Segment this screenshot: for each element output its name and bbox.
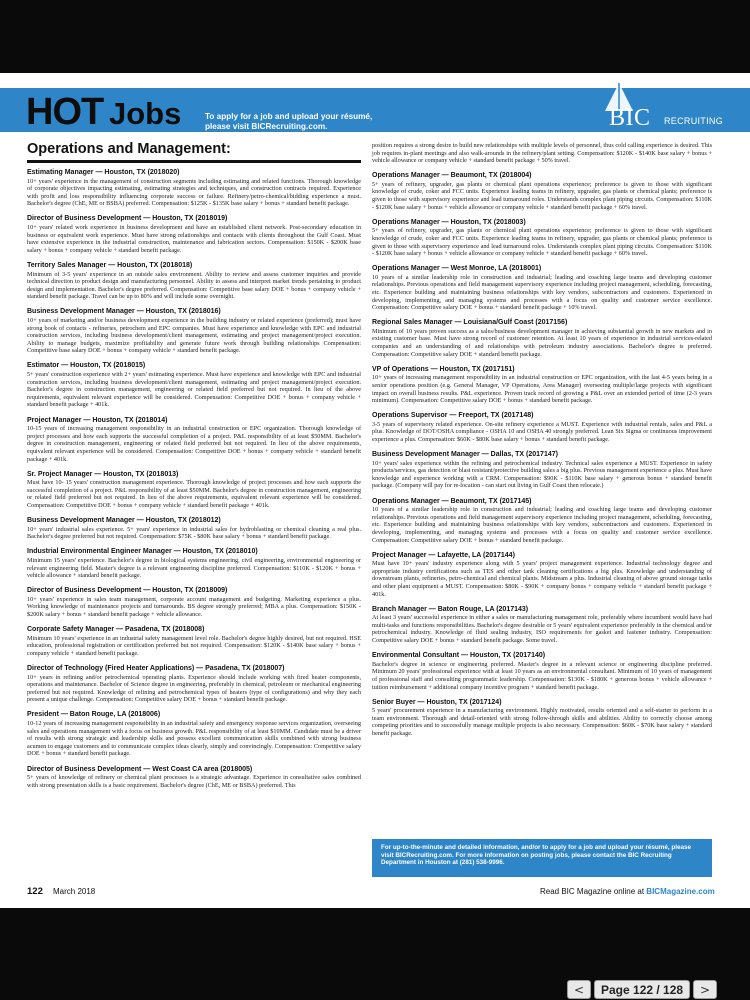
job-description: 10 years of a similar leadership role in construction and industrial; leading and coaching large teams and developing customer relationships. Previous operations and field management supervisory experience including project management, scheduling, forecasting, etc. Experience building and maintaining business relationships with key vendors, subcontractors and customers. Experienced in developing, implementing, and managing systems and processes with a focus on quality and customer service excellence. Compensation: Competitive salary DOE + bonus + standard benefit package + 10% travel. [372, 273, 712, 312]
section-divider [27, 160, 361, 163]
job-listing [372, 451, 712, 490]
job-title: Director of Business Development — Houston, TX (2018019) [27, 215, 228, 223]
job-title: Regional Sales Manager — Louisiana/Gulf Coast (2017156) [372, 319, 568, 327]
job-title: Project Manager — Houston, TX (2018014) [27, 416, 168, 424]
read-online-text [540, 887, 715, 896]
job-title: Business Development Manager — Houston, TX (2018016) [27, 308, 221, 316]
job-listing [27, 517, 361, 541]
job-description: 3-5 years of supervisory related experience. On-site refinery experience a MUST. Experience with industrial rentals, sales and P&L a plus. Knowledge of DOT/OSHA compliance - OSHA 10 and OSHA 40 strongly preferred. Lean Six Sigma or continuous improvement experience a plus. Compensation: $60K - $80K base salary + bonus + standard benefit package. [372, 420, 712, 443]
job-description: Bachelor's degree in science or engineering preferred. Master's degree in a relevant science or engineering discipline preferred. Minimum 20 years' professional experience with at least 10 years as an environmental consultant. Minimum of 10 years of management of professional staff and consulting programmatic leadership. Compensation: $130K - $180K + generous bonus + vehicle allowance + tuition reimbursement + additional company incentive program + standard benefit package. [372, 660, 712, 691]
job-listing [27, 766, 361, 790]
job-title: Senior Buyer — Houston, TX (2017124) [372, 698, 502, 706]
job-title: Corporate Safety Manager — Pasadena, TX (2018008) [27, 626, 205, 634]
job-listing [372, 366, 712, 405]
job-title: President — Baton Rouge, LA (2018006) [27, 711, 161, 719]
job-description: 10+ years of marketing and/or business development experience in the building industry or related experience (preferred); must have strong book of contacts - refineries, petrochem and EPC companies. Must have experience and knowledge with EPC and industrial construction services, including business development/client management, estimating and project management/project execution. Ability to manage budgets, maximize profitability and generate future work through building relationships Compensation: Competitive base salary DOE + bonus + company vehicle + standard benefit package. [27, 317, 361, 355]
job-listing [372, 652, 712, 691]
continued-listing [372, 142, 712, 165]
job-listing [27, 417, 361, 464]
job-listing [372, 265, 712, 312]
page-indicator: Page 122 / 128 [594, 980, 690, 999]
job-description: 5+ years of refinery, upgrader, gas plants or chemical plant operations experience; preference is given to those with significant knowledge of crude, coker and FCC units. Experience leading teams in refinery, upgrader, gas plants or chemical plants; preference is given to those with supervisory experience and lead turnaround roles. Understands complex plant piping circuits. Compensation: $110K - $120K base salary + bonus + vehicle allowance or company vehicle + standard benefit package + 60% travel. [372, 180, 712, 211]
job-description: Minimum of 10 years proven success as a sales/business development manager in achieving substantial growth in new markets and in existing customer base. Must have strong record of customer retention. At least 10 years of experience in industrial services-related companies and an understanding of and relationships with petroleum industry associations. Bachelor's degree is preferred. Compensation: Competitive salary DOE + standard benefit package. [372, 327, 712, 358]
job-description: 10+ years' experience in the management of construction segments including estimating and related functions. Thorough knowledge of corporate objectives impacting estimating, estimating strategies and techniques, and construction contracts required. Experience with profit and loss responsibility influencing corporate success or failure. Refinery/petro-chemical/bidding experience a must. Bachelor's degree (ChE, ME or BSBA) preferred. Compensation: $125K - $135K base salary + bonus + standard benefit package. [27, 177, 361, 208]
job-description: 10+ years' sales experience within the refining and petrochemical industry. Technical sales experience a MUST. Experience in safety products/services, gas detection or blast resistant/protective building sales a big plus. Previous management experience a plus. Must have knowledge and experience working with a CRM. Compensation: $90K - $110K base salary + generous bonus + standard benefit package. (Company will pay for re-location - can start out living in Gulf Coast then relocate.) [372, 459, 712, 490]
job-listing [27, 362, 361, 409]
logo-recruiting-text: RECRUITING [664, 116, 723, 126]
job-title: Branch Manager — Baton Rouge, LA (2017143) [372, 605, 529, 613]
job-title: Estimator — Houston, TX (2018015) [27, 362, 146, 370]
job-title: Operations Manager — West Monroe, LA (2018001) [372, 265, 542, 273]
job-title: Industrial Environmental Engineer Manager — Houston, TX (2018010) [27, 548, 258, 556]
job-listing [27, 626, 361, 657]
job-listing [27, 215, 361, 254]
job-description: Must have 10- 15 years' construction management experience. Thorough knowledge of project processes and how each supports the successful completion of a project. P&L responsibility of at least $50MM. Bachelor's degree in construction management, engineering or related field preferred but not required. In lieu of the above requirements, equivalent relevant experience will be considered. Compensation: Competitive DOE + bonus + company vehicle + standard benefit package + 401k. [27, 479, 361, 509]
continued-description: position requires a strong desire to build new relationships with multiple levels of personnel, thus cold calling experience is desired. This job requires in-plant meetings and also walk-arounds in the refinery/plant setting. Compensation: $120K - $140K base salary + bonus + vehicle allowance or company vehicle + standard benefit package + 50% travel. [372, 142, 712, 165]
job-title: Operations Supervisor — Freeport, TX (2017148) [372, 412, 534, 420]
job-title: Sr. Project Manager — Houston, TX (2018013) [27, 470, 179, 478]
job-listing [27, 665, 361, 704]
job-title: Territory Sales Manager — Houston, TX (2018018) [27, 261, 193, 269]
job-listing [372, 172, 712, 211]
hot-title: HOT [26, 91, 104, 133]
page-header [0, 73, 750, 138]
page-number: 122 [27, 886, 43, 897]
magazine-site-link[interactable]: BICMagazine.com [646, 887, 715, 896]
left-job-list [27, 169, 361, 789]
job-description: 5 years' procurement experience in a manufacturing environment. Highly motivated, results oriented and a self-starter to perform in a team environment. Thorough and detail-oriented with strong follow-through skills and abilities. Ability to correctly choose among competing priorities and to successfully manage multiple projects is also necessary. Compensation: $60K - $70K base salary + standard benefit package. [372, 707, 712, 737]
job-title: Environmental Consultant — Houston, TX (2017140) [372, 652, 546, 660]
right-column [372, 142, 712, 745]
info-note-box: For up-to-the-minute and detailed information, and/or to apply for a job and upload your résumé, please visit BICRecruiting.com. For more information on posting jobs, please contact the BIC Recruiting Department in Houston at (281) 538-9996. [372, 839, 712, 877]
job-description: 10-12 years of increasing management responsibility in an industrial safety and emergency response services organization, overseeing sales and operations management with a focus on business growth. P&L responsibility of at least $10MM. Candidate must be a driver of results with strong strategic and leadership skills and possess excellent communication skills combined with strong business acumen to engage customers and to communicate complex ideas clearly, simply and convincingly. Compensation: Competitive salary DOE + bonus + standard benefit package. [27, 720, 361, 758]
job-listing [27, 308, 361, 355]
apply-line-1: To apply for a job and upload your résumé, [205, 112, 373, 121]
job-listing [27, 262, 361, 301]
job-description: 5+ years of refinery, upgrader, gas plants or chemical plant operations experience; preference is given to those with significant knowledge of crude, coker and FCC units. Experience leading teams in refinery, upgrader, gas plants or chemical plants; preference is given to those with supervisory experience and lead turnaround roles. Understands complex plant piping circuits. Compensation: $110K - $120K base salary + bonus + vehicle allowance or company vehicle + standard benefit package + 60% travel. [372, 227, 712, 258]
job-description: Minimum 10 years' experience in an industrial safety management level role. Bachelor's degree highly desired, but not required. HSE education, professional registration or certification preferred but not required. Compensation: $120K - $140K base salary + bonus + company vehicle + standard benefit package. [27, 634, 361, 657]
job-title: Operations Manager — Beaumont, TX (2017145) [372, 497, 532, 505]
job-description: Must have 10+ years' industry experience along with 5 years' project management experience. Industrial technology degree and appropriate industry certifications such as TES and other tank cleaning certifications a big plus. Knowledge and understanding of downstream plants, refineries, petro-chemical and chemical plants. Midstream a plus. Industrial cleaning of above ground storage tanks and other plant equipment a MUST. Compensation: $80K - $90K + company bonus + company vehicle + standard benefit package + 401k. [372, 560, 712, 598]
job-listing [27, 548, 361, 579]
job-listing [27, 587, 361, 618]
job-title: Operations Manager — Beaumont, TX (2018004) [372, 172, 532, 180]
job-description: At least 3 years' successful experience in either a sales or manufacturing management role, preferably where incumbent would have had multi-tasks and functions responsibilities. Bachelor's degree desirable or 5 years' equivalent experience preferably in the chemical and/or petrochemical industry. Knowledge of fluid sealing industry, ISO requirements for gasket and fastener industry. Compensation: Competitive salary DOE + bonus + standard benefit package. Some travel. [372, 614, 712, 645]
left-column [27, 140, 361, 797]
job-listing [372, 219, 712, 258]
right-job-list [372, 172, 712, 737]
job-title: Operations Manager — Houston, TX (2018003) [372, 218, 526, 226]
apply-line-2: please visit BICRecruiting.com. [205, 121, 328, 131]
job-title: VP of Operations — Houston, TX (2017151) [372, 365, 515, 373]
bic-recruiting-logo [597, 83, 737, 133]
logo-bic-text: BIC [609, 105, 651, 131]
job-listing [27, 711, 361, 758]
job-title: Director of Business Development — West Coast CA area (2018005) [27, 765, 253, 773]
job-title: Estimating Manager — Houston, TX (2018020) [27, 169, 180, 176]
job-description: 10+ years' industrial sales experience. 5+ years' experience in industrial sales for hydroblasting or chemical cleaning a real plus. Bachelor's degree preferred but not required. Compensation: $75K - $80K base salary + bonus + standard benefit package. [27, 525, 361, 541]
job-description: Minimum of 3-5 years' experience in an outside sales environment. Ability to review and assess customer inquiries and provide technical direction to product design and manufacturing personnel. Ability to assess and interpret market trends pertaining to product design and implementation. Bachelor's degree preferred. Compensation: Competitive base salary DOE + bonus + company vehicle + standard benefit package. Travel can be up to 80% and will include some overnight. [27, 270, 361, 301]
issue-date: March 2018 [53, 887, 96, 896]
job-description: 10+ years of increasing management responsibility in an industrial construction or EPC organization, with the last 4-5 years being in a senior operations position (e.g. General Manager, VP Operations, Area Manager) overseeing multiple/large projects with significant impact on overall business results. P&L experience. Proven track record of growing a P&L over an extended period of time (2-3 years minimum). Compensation: Competitive salary DOE + bonus + standard benefit package. [372, 374, 712, 405]
job-description: 10+ years' experience in sales team management, corporate account management and budgeting. Marketing experience a plus. Working knowledge of maintenance projects and turnarounds. BS degree strongly preferred; MBA a plus. Compensation: $150K - $200K salary + bonus + standard benefit package + vehicle allowance. [27, 595, 361, 618]
job-listing [372, 552, 712, 599]
job-description: 10+ years' related work experience in business development and have an established client network. Post-secondary education in business or equivalent work experience. Must have strong relationships and contacts with clients throughout the Gulf Coast. Must have extensive experience in the industrial construction, maintenance and fabrication sectors. Compensation: $150K - $200K base salary + bonus + company vehicle + standard benefit package. [27, 224, 361, 254]
job-listing [372, 606, 712, 645]
job-title: Director of Technology (Fired Heater Applications) — Pasadena, TX (2018007) [27, 664, 285, 672]
job-listing [372, 319, 712, 358]
job-description: Minimum 15 years' experience. Bachelor's degree in biological systems engineering, civil engineering, environmental engineering or relevant engineering field. Master's degree is a relevant engineering discipline preferred. Compensation: $110K - $120K + bonus + vehicle allowance + standard benefit package. [27, 556, 361, 580]
job-listing [372, 699, 712, 738]
job-title: Business Development Manager — Houston, TX (2018012) [27, 517, 221, 525]
job-description: 5+ years of knowledge of refinery or chemical plant processes is a strategic advantage. Experience in consultative sales combined with strong presentation skills is a basic requirement. Bachelor's degree (ChE, ME or BSBA) preferred. This [27, 774, 361, 789]
section-title: Operations and Management: [27, 141, 231, 157]
job-description: 10+ years in refining and/or petrochemical operating plants. Experience should include working with fired heater components, operations and maintenance. Bachelor of Science degree in engineering, preferably in chemical, petroleum or mechanical engineering preferred but not required. Knowledge of refining and petrochemical types of heaters (type of configurations) and why they each present a unique challenge. Compensation: Competitive salary DOE + bonus + standard benefit package. [27, 673, 361, 704]
job-title: Project Manager — Lafayette, LA (2017144) [372, 551, 515, 559]
job-listing [372, 498, 712, 545]
job-description: 5+ years' construction experience with 2+ years' estimating experience. Must have experience and knowledge with EPC and industrial construction services, including business development/client management, estimating and project management/project execution. Bachelor's degree in construction management, engineering or related field preferred but not required. In lieu of the above requirements, equivalent relevant experience will be considered. Compensation: Competitive DOE + bonus + company vehicle + standard benefit package + 401k. [27, 371, 361, 409]
job-listing [27, 169, 361, 208]
jobs-title: Jobs [109, 96, 182, 131]
previous-page-button[interactable]: < [567, 980, 591, 999]
magazine-page [0, 73, 750, 908]
job-title: Director of Business Development — Houston, TX (2018009) [27, 587, 228, 595]
apply-instructions [205, 112, 435, 131]
job-listing [372, 412, 712, 443]
read-online-label: Read BIC Magazine online at [540, 887, 647, 896]
next-page-button[interactable]: > [693, 980, 717, 999]
job-description: 10 years of a similar leadership role in construction and industrial; leading and coaching large teams and developing customer relationships. Previous operations and field management supervisory experience including project management, scheduling, forecasting, etc. Experience building and maintaining business relationships with key vendors, subcontractors and customers. Experienced in developing, implementing, and managing systems and processes with a focus on quality and customer service excellence. Compensation: Competitive salary DOE + bonus + standard benefit package. [372, 506, 712, 544]
job-description: 10-15 years of increasing management responsibility in an industrial construction or EPC organization. Thorough knowledge of project processes and how each supports the successful completion of a project. P&L responsibility of at least $50MM. Bachelor's degree in construction management, engineering or related field preferred but not required. In lieu of the above requirements, equivalent relevant experience will be considered. Compensation: Competitive DOE + bonus + company vehicle + standard benefit package + 401k. [27, 425, 361, 463]
job-listing [27, 471, 361, 510]
page-navigator [567, 979, 717, 1000]
job-title: Business Development Manager — Dallas, TX (2017147) [372, 451, 558, 459]
